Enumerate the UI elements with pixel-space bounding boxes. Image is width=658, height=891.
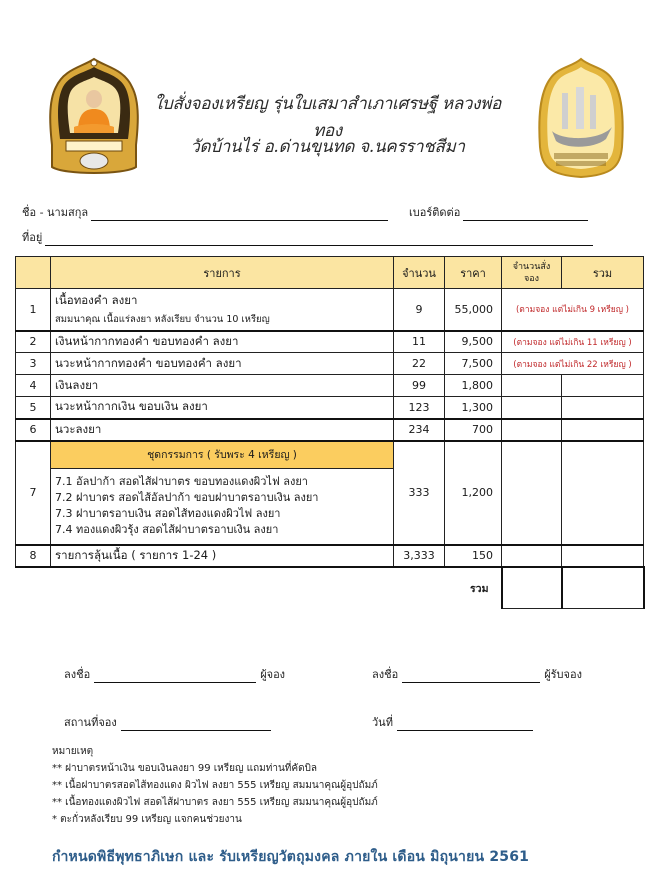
sum-row xyxy=(16,567,644,609)
phone-label: เบอร์ติดต่อ xyxy=(409,206,461,219)
row-price: 700 xyxy=(445,419,502,441)
remark-line: ** เนื้อฝาบาตรสอดไส้ทองแดง ผิวไฟ ลงยา 555 เหรียญ สมมนาคุณผู้อุปถัมภ์ xyxy=(52,780,378,791)
phone-field[interactable] xyxy=(409,203,588,221)
row-item: นวะหน้ากากทองคำ ขอบทองคำ ลงยา xyxy=(51,353,394,375)
row-no: 8 xyxy=(16,545,51,567)
row-no: 7 xyxy=(16,441,51,545)
set-title: ชุดกรรมการ ( รับพระ 4 เหรียญ ) xyxy=(51,441,394,469)
header-no xyxy=(16,257,51,289)
row-price: 9,500 xyxy=(445,331,502,353)
luang-phor-thong-medal-logo xyxy=(44,57,144,181)
address-label: ที่อยู่ xyxy=(22,231,43,244)
row-no: 4 xyxy=(16,375,51,397)
address-field[interactable] xyxy=(22,228,593,246)
total-cell[interactable] xyxy=(562,545,644,567)
row-item: รายการลุ้นเนื้อ ( รายการ 1-24 ) xyxy=(51,545,394,567)
sign-label: ลงชื่อ xyxy=(372,668,399,681)
row-item-subtitle: สมมนาคุณ เนื้อแร่ลงยา หลังเรียบ จำนวน 10 เหรียญ xyxy=(55,313,270,325)
ceremony-schedule-note: กำหนดพิธีพุทธาภิเษก และ รับเหรียญวัตถุมงคล ภายใน เดือน มิถุนายน 2561 xyxy=(52,849,530,865)
sum-qty-cell[interactable] xyxy=(502,567,562,609)
remarks xyxy=(52,743,378,828)
receiver-signature-line[interactable] xyxy=(402,671,540,683)
total-cell[interactable] xyxy=(562,397,644,419)
empty-cell xyxy=(394,567,445,609)
row-price: 1,300 xyxy=(445,397,502,419)
row-limit-note: (ตามจอง แต่ไม่เกิน 22 เหรียญ ) xyxy=(502,353,644,375)
row-quantity: 9 xyxy=(394,289,445,331)
order-qty-cell[interactable] xyxy=(502,441,562,545)
booker-label: ผู้จอง xyxy=(260,668,286,681)
row-no: 1 xyxy=(16,289,51,331)
row-quantity: 123 xyxy=(394,397,445,419)
row-no: 5 xyxy=(16,397,51,419)
name-field[interactable] xyxy=(22,203,388,221)
set-item: 7.1 อัลปาก้า สอดไส้ฝาบาตร ขอบทองแดงผิวไฟ ลงยา xyxy=(55,475,308,489)
row-no: 3 xyxy=(16,353,51,375)
order-table xyxy=(15,256,645,609)
row-price: 1,200 xyxy=(445,441,502,545)
name-input-line[interactable] xyxy=(91,209,388,221)
sign-label: ลงชื่อ xyxy=(64,668,91,681)
receiver-label: ผู้รับจอง xyxy=(544,668,582,681)
row-item: เงินหน้ากากทองคำ ขอบทองคำ ลงยา xyxy=(51,331,394,353)
name-label: ชื่อ - นามสกุล xyxy=(22,206,89,219)
set-items xyxy=(51,469,394,545)
remark-line: * ตะกั่วหลังเรียบ 99 เหรียญ แจกคนช่วยงาน xyxy=(52,814,242,825)
remark-line: ** ฝาบาตรหน้าเงิน ขอบเงินลงยา 99 เหรียญ แถมท่านที่คัดบิล xyxy=(52,763,318,774)
row-quantity: 333 xyxy=(394,441,445,545)
set-header-row xyxy=(16,441,644,469)
table-row xyxy=(16,419,644,441)
row-item: เงินลงยา xyxy=(51,375,394,397)
place-label: สถานที่จอง xyxy=(64,716,117,729)
row-item: นวะลงยา xyxy=(51,419,394,441)
remarks-title: หมายเหตุ xyxy=(52,746,94,757)
empty-cell xyxy=(51,567,394,609)
header-price: ราคา xyxy=(445,257,502,289)
table-row xyxy=(16,545,644,567)
order-qty-cell[interactable] xyxy=(502,397,562,419)
form-title: ใบสั่งจองเหรียญ รุ่นใบเสมาสำเภาเศรษฐี หลวงพ่อทอง xyxy=(153,94,501,141)
table-header-row xyxy=(16,257,644,289)
empty-cell xyxy=(16,567,51,609)
row-item xyxy=(51,289,394,331)
booker-signature[interactable] xyxy=(64,665,285,683)
table-row xyxy=(16,331,644,353)
date-field[interactable] xyxy=(372,713,537,731)
row-limit-note: (ตามจอง แต่ไม่เกิน 9 เหรียญ ) xyxy=(502,289,644,331)
phone-input-line[interactable] xyxy=(463,209,588,221)
set-item: 7.3 ฝาบาตรอาบเงิน สอดไส้ทองแดงผิวไฟ ลงยา xyxy=(55,507,281,521)
header-quantity: จำนวน xyxy=(394,257,445,289)
booking-place-line[interactable] xyxy=(121,719,271,731)
order-qty-cell[interactable] xyxy=(502,375,562,397)
remark-line: ** เนื้อทองแดงผิวไฟ สอดไส้ฝาบาตร ลงยา 555 เหรียญ สมมนาคุณผู้อุปถัมภ์ xyxy=(52,797,378,808)
row-limit-note: (ตามจอง แต่ไม่เกิน 11 เหรียญ ) xyxy=(502,331,644,353)
row-price: 1,800 xyxy=(445,375,502,397)
receiver-signature[interactable] xyxy=(372,665,582,683)
date-line[interactable] xyxy=(397,719,533,731)
row-quantity: 11 xyxy=(394,331,445,353)
header-total: รวม xyxy=(562,257,644,289)
table-row xyxy=(16,353,644,375)
table-row xyxy=(16,397,644,419)
header-item: รายการ xyxy=(51,257,394,289)
row-item: นวะหน้ากากเงิน ขอบเงิน ลงยา xyxy=(51,397,394,419)
header-order-qty: จำนวนสั่งจอง xyxy=(502,257,562,289)
row-quantity: 99 xyxy=(394,375,445,397)
temple-subtitle: วัดบ้านไร่ อ.ด่านขุนทด จ.นครราชสีมา xyxy=(190,137,465,157)
set-item: 7.4 ทองแดงผิวรุ้ง สอดไส้ฝาบาตรอาบเงิน ลงยา xyxy=(55,523,279,537)
row-item-title: เนื้อทองคำ ลงยา xyxy=(55,292,138,307)
table-row xyxy=(16,289,644,331)
row-quantity: 234 xyxy=(394,419,445,441)
order-qty-cell[interactable] xyxy=(502,545,562,567)
order-qty-cell[interactable] xyxy=(502,419,562,441)
row-quantity: 3,333 xyxy=(394,545,445,567)
row-price: 55,000 xyxy=(445,289,502,331)
sum-total-cell[interactable] xyxy=(562,567,644,609)
row-no: 6 xyxy=(16,419,51,441)
row-no: 2 xyxy=(16,331,51,353)
total-cell[interactable] xyxy=(562,441,644,545)
row-price: 7,500 xyxy=(445,353,502,375)
set-item: 7.2 ฝาบาตร สอดไส้อัลปาก้า ขอบฝาบาตรอาบเงิน ลงยา xyxy=(55,491,319,505)
row-quantity: 22 xyxy=(394,353,445,375)
booker-signature-line[interactable] xyxy=(94,671,256,683)
table-row xyxy=(16,375,644,397)
sum-label: รวม xyxy=(445,567,502,609)
date-label: วันที่ xyxy=(372,716,393,729)
total-cell[interactable] xyxy=(562,375,644,397)
address-input-line[interactable] xyxy=(45,234,593,246)
samphao-setthi-medal-logo xyxy=(532,57,630,179)
row-price: 150 xyxy=(445,545,502,567)
total-cell[interactable] xyxy=(562,419,644,441)
booking-place-field[interactable] xyxy=(64,713,275,731)
